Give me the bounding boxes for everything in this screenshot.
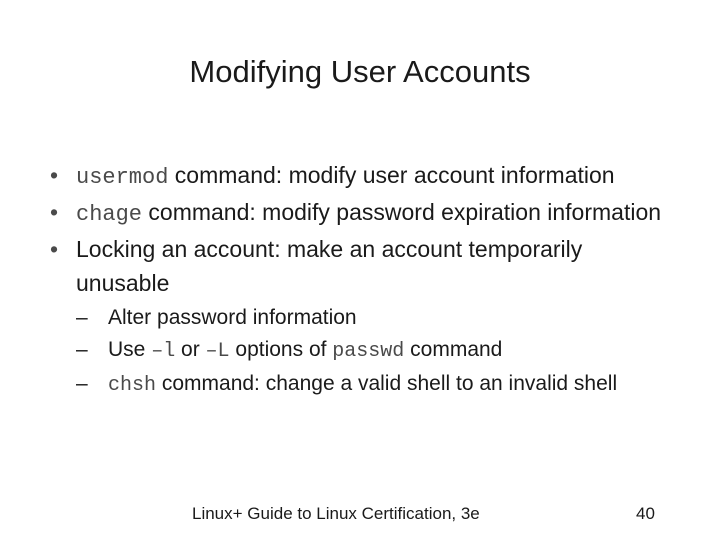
- bullet-text: command: modify password expiration information: [142, 199, 662, 225]
- sub-bullet-marker: –: [76, 372, 88, 395]
- sub-bullet-alter: [76, 302, 680, 334]
- footer-source: Linux+ Guide to Linux Certification, 3e: [192, 504, 480, 523]
- command-chage: chage: [76, 202, 143, 227]
- sub-bullet-marker: –: [76, 306, 88, 329]
- sub-bullet-text: Use: [108, 338, 152, 361]
- bullet-text: command: modify user account information: [168, 162, 615, 188]
- bullet-list: [50, 158, 680, 402]
- command-passwd: passwd: [332, 340, 405, 363]
- bullet-usermod: [50, 158, 680, 195]
- bullet-marker: •: [50, 162, 59, 188]
- bullet-chage: [50, 195, 680, 232]
- sub-bullet-text: command: change a valid shell to an invalid shell: [156, 372, 618, 395]
- page-number: 40: [636, 504, 655, 523]
- command-chsh: chsh: [108, 374, 157, 397]
- bullet-locking: [50, 232, 680, 300]
- bullet-marker: •: [50, 236, 59, 262]
- sub-bullet-text: Alter password information: [108, 306, 357, 329]
- option-l: –l: [151, 340, 176, 363]
- sub-bullet-chsh: [76, 368, 680, 402]
- command-usermod: usermod: [76, 165, 169, 190]
- option-L: –L: [205, 340, 230, 363]
- sub-bullet-text: or: [175, 338, 206, 361]
- sub-bullet-marker: –: [76, 338, 88, 361]
- bullet-text: Locking an account: make an account temporarily unusable: [76, 236, 583, 296]
- sub-bullet-text: options of: [229, 338, 333, 361]
- slide-title: Modifying User Accounts: [189, 54, 531, 89]
- sub-bullet-passwd-options: [76, 334, 680, 368]
- sub-bullet-list: [50, 302, 680, 402]
- sub-bullet-text: command: [404, 338, 503, 361]
- bullet-marker: •: [50, 199, 59, 225]
